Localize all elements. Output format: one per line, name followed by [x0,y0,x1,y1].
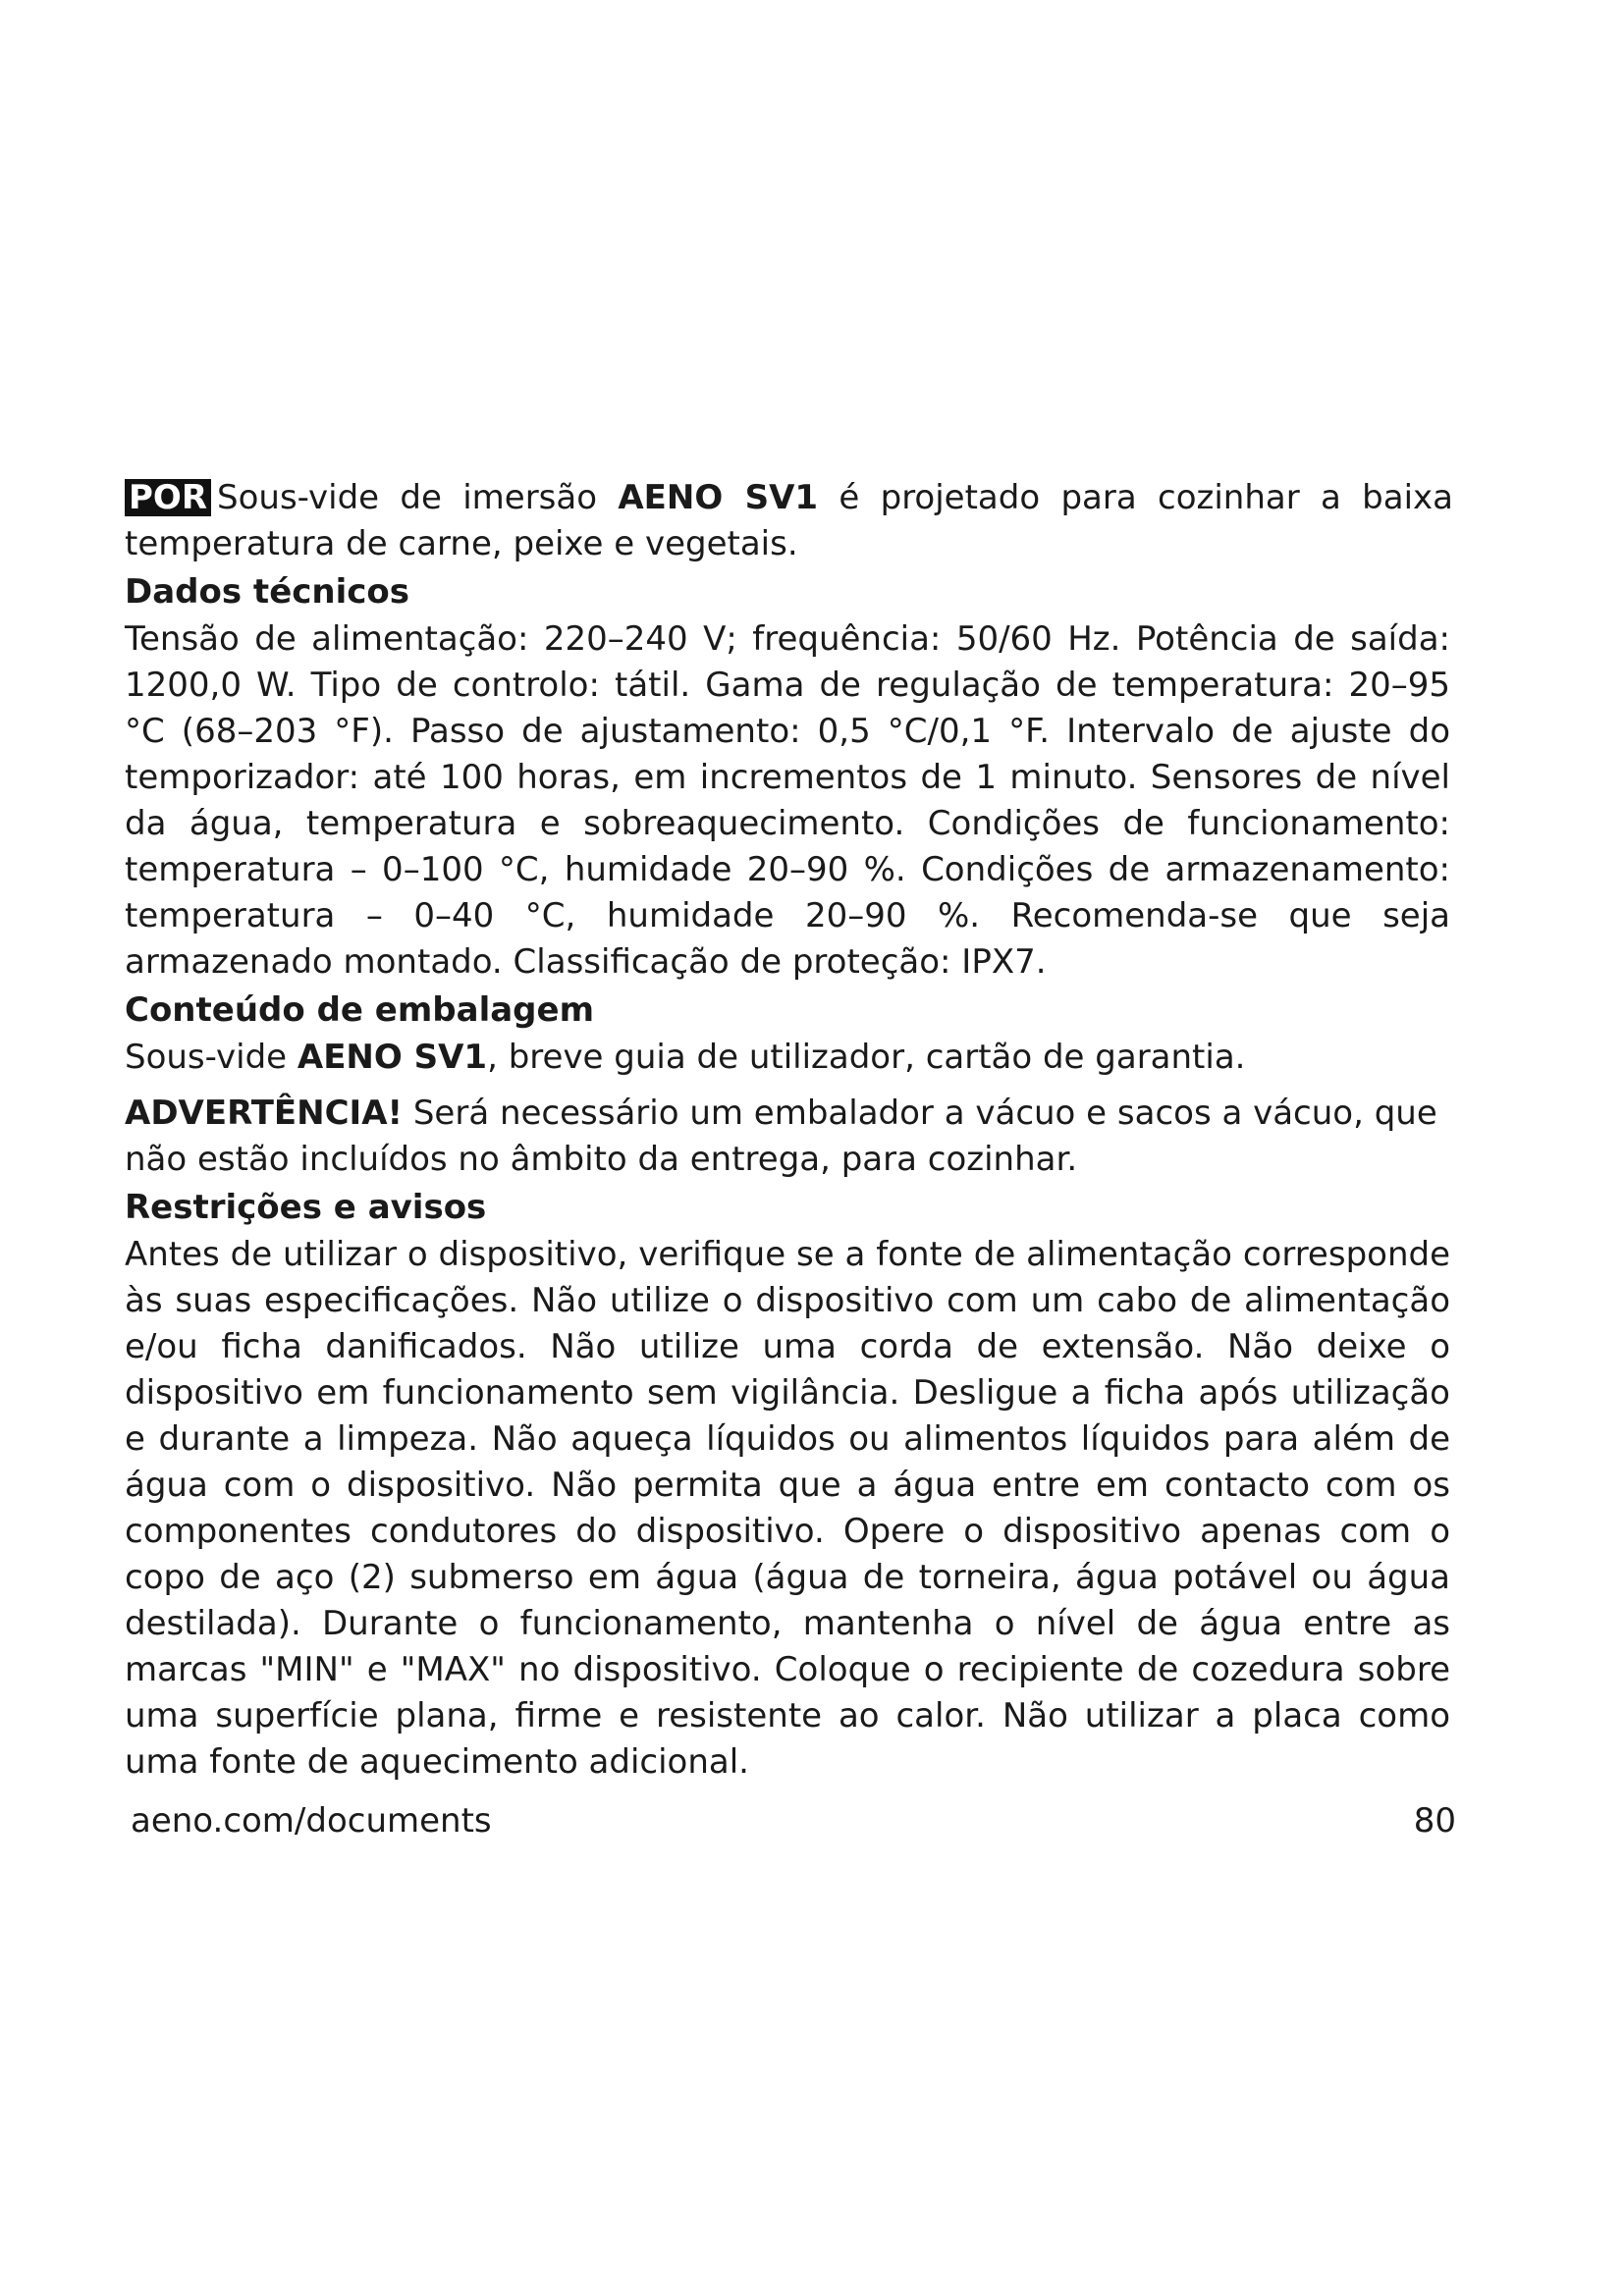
warning-text: Será necessário um embalador a vácuo e sacos a vácuo, que não estão incluídos no âmbito da entrega, para cozinhar. [125,1094,1437,1179]
package-heading: Conteúdo de embalagem [125,990,594,1030]
intro-text-after: é projetado para cozinhar a baixa temperatura de carne, peixe e vegetais. [125,478,1453,563]
warning-paragraph [125,1091,1450,1183]
page-number: 80 [1413,1801,1456,1841]
intro-paragraph [125,475,1453,567]
restrictions-body: Antes de utilizar o dispositivo, verifique se a fonte de alimentação corresponde às suas especificações. Não utilize o dispositivo com um cabo de alimentação e/ou ficha danificados. Não utilize uma corda de extensão. Não deixe o dispositivo em funcionamento sem vigilância. Desligue a ficha após utilização e durante a limpeza. Não aqueça líquidos ou alimentos líquidos para além de água com o dispositivo. Não permita que a água entre em contacto com os componentes condutores do dispositivo. Opere o dispositivo apenas com o copo de aço (2) submerso em água (água de torneira, água potável ou água destilada). Durante o funcionamento, mantenha o nível de água entre as marcas "MIN" e "MAX" no dispositivo. Coloque o recipiente de cozedura sobre uma superfície plana, firme e resistente ao calor. Não utilizar a placa como uma fonte de aquecimento adicional. [125,1235,1450,1782]
package-text-after: , breve guia de utilizador, cartão de garantia. [487,1038,1246,1077]
tech-body: Tensão de alimentação: 220–240 V; frequência: 50/60 Hz. Potência de saída: 1200,0 W. Tipo de controlo: tátil. Gama de regulação de temperatura: 20–95 °C (68–203 °F). Passo de ajustamento: 0,5 °C/0,1 °F. Intervalo de ajuste do temporizador: até 100 horas, em incrementos de 1 minuto. Sensores de nível da água, temperatura e sobreaquecimento. Condições de funcionamento: temperatura – 0–100 °C, humidade 20–90 %. Condições de armazenamento: temperatura – 0–40 °C, humidade 20–90 %. Recomenda-se que seja armazenado montado. Classificação de proteção: IPX7. [125,619,1450,982]
warning-label: ADVERTÊNCIA! [125,1094,404,1133]
intro-product-name: AENO SV1 [618,478,819,517]
tech-heading: Dados técnicos [125,572,410,612]
language-badge: POR [125,479,211,516]
package-product-name: AENO SV1 [297,1038,488,1077]
package-body [125,1035,1450,1081]
package-text-before: Sous-vide [125,1038,298,1077]
restrictions-heading: Restrições e avisos [125,1188,487,1227]
page-footer [131,1796,1456,1845]
intro-text-before: Sous-vide de imersão [217,478,619,517]
footer-url: aeno.com/documents [131,1801,492,1841]
manual-content [125,475,1453,1786]
